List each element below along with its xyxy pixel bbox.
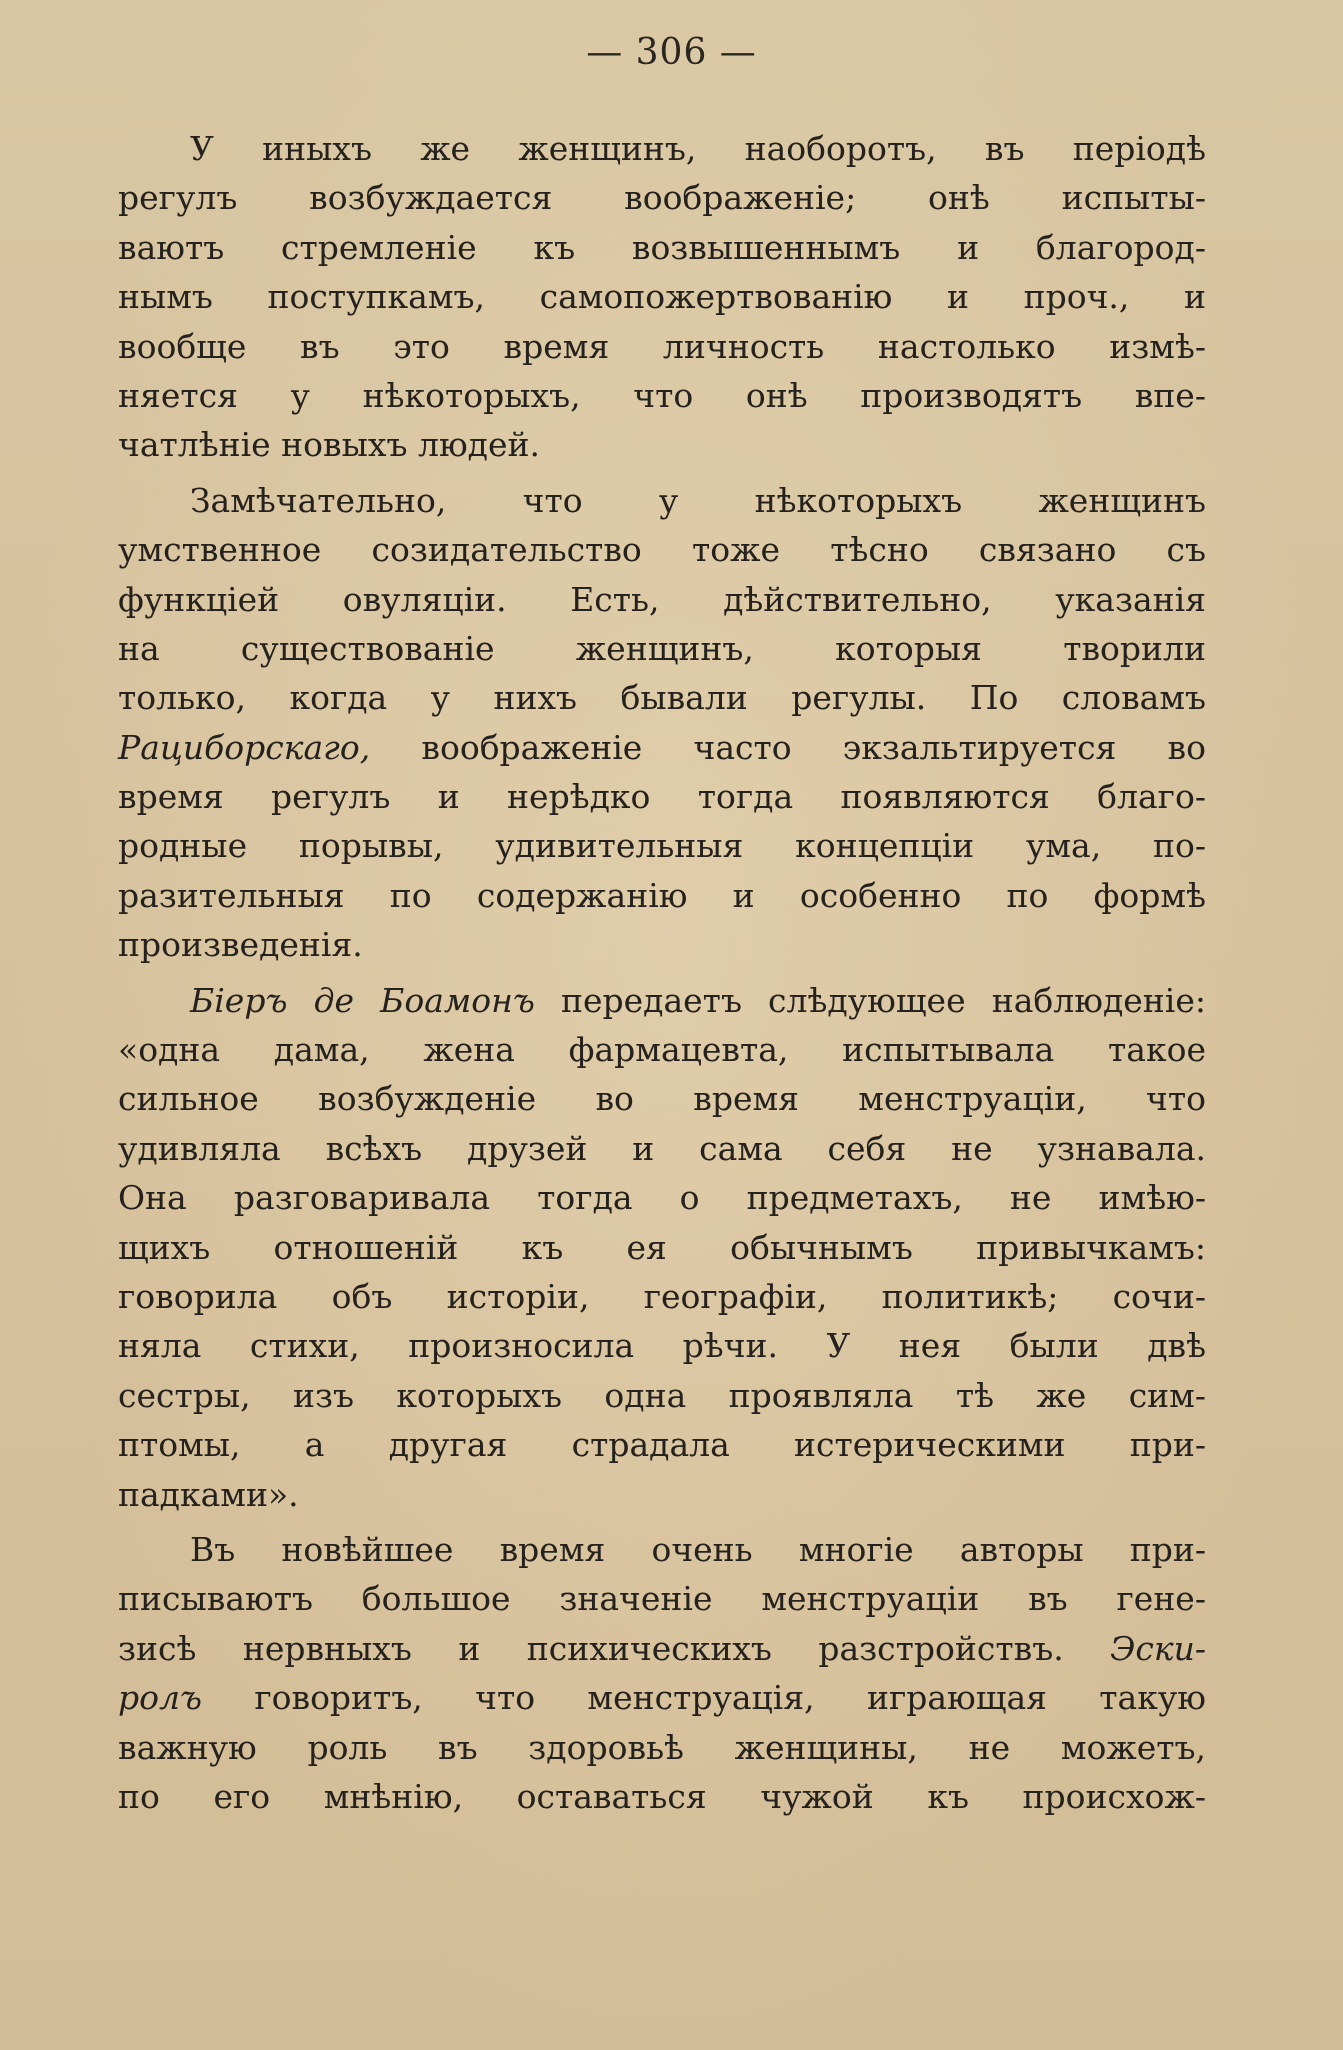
text-line: удивляла всѣхъ друзей и сама себя не узнавала. <box>118 1128 1206 1168</box>
text-segment: воображеніе часто экзальтируется во <box>370 727 1206 767</box>
text-line: няется у нѣкоторыхъ, что онѣ производятъ впе- <box>118 375 1206 415</box>
text-line-mixed <box>118 976 1206 1025</box>
text-line-mixed <box>118 723 1206 772</box>
text-line: важную роль въ здоровьѣ женщины, не можетъ, <box>118 1727 1206 1767</box>
text-line: падками». <box>118 1474 299 1514</box>
author-name: ролъ <box>118 1678 202 1718</box>
text-line: писываютъ большое значеніе менструаціи въ генe- <box>118 1579 1206 1619</box>
text-line: няла стихи, произносила рѣчи. У нея были двѣ <box>118 1326 1206 1366</box>
text-line: по его мнѣнію, оставаться чужой къ происхож- <box>118 1776 1206 1816</box>
text-line: вообще въ это время личность настолько измѣ- <box>118 326 1206 366</box>
text-line: чатлѣніе новыхъ людей. <box>118 425 541 465</box>
text-line: на существованіе женщинъ, которыя творили <box>118 628 1206 668</box>
body-text <box>118 124 1206 1821</box>
text-line: щихъ отношеній къ ея обычнымъ привычкамъ: <box>118 1227 1206 1267</box>
page-number: — 306 — <box>586 32 757 73</box>
text-line: умственное созидательство тоже тѣсно связано съ <box>118 530 1206 570</box>
text-line: Замѣчательно, что у нѣкоторыхъ женщинъ <box>190 480 1206 520</box>
text-line: произведенія. <box>118 925 363 965</box>
text-line: ваютъ стремленіе къ возвышеннымъ и благород- <box>118 227 1206 267</box>
text-line: птомы, а другая страдала истерическими при- <box>118 1425 1206 1465</box>
text-segment: говоритъ, что менструація, играющая такую <box>202 1678 1206 1718</box>
text-line-mixed <box>118 1624 1206 1673</box>
text-line: функціей овуляціи. Есть, дѣйствительно, указанія <box>118 579 1206 619</box>
text-line-mixed <box>118 1673 1206 1722</box>
text-line: сильное возбужденіе во время менструаціи, что <box>118 1079 1206 1119</box>
text-line: время регулъ и нерѣдко тогда появляются благо- <box>118 777 1206 817</box>
text-segment: передаетъ слѣдующее наблюденіе: <box>534 980 1206 1020</box>
author-name: Біеръ де Боамонъ <box>190 980 535 1020</box>
author-name: Рациборскаго, <box>118 727 371 767</box>
text-line: У иныхъ же женщинъ, наоборотъ, въ періодѣ <box>190 129 1206 168</box>
text-line: только, когда у нихъ бывали регулы. По словамъ <box>118 678 1206 718</box>
text-line: регулъ возбуждается воображеніе; онѣ испыты- <box>118 178 1206 218</box>
author-name: Эски- <box>1110 1628 1206 1668</box>
text-line: разительныя по содержанію и особенно по формѣ <box>118 875 1206 915</box>
text-line: Въ новѣйшее время очень многіе авторы при- <box>190 1529 1206 1569</box>
text-line: нымъ поступкамъ, самопожертвованію и проч., и <box>118 277 1206 317</box>
text-line: сестры, изъ которыхъ одна проявляла тѣ же сим- <box>118 1375 1206 1415</box>
text-line: родные порывы, удивительныя концепціи ума, по- <box>118 826 1206 866</box>
text-line: «одна дама, жена фармацевта, испытывала такое <box>118 1030 1206 1070</box>
text-line: Она разговаривала тогда о предметахъ, не имѣю- <box>118 1178 1206 1218</box>
text-segment: зисѣ нервныхъ и психическихъ разстройствъ. <box>118 1628 1111 1668</box>
text-line: говорила объ исторіи, географіи, политикѣ; сочи- <box>118 1276 1206 1316</box>
